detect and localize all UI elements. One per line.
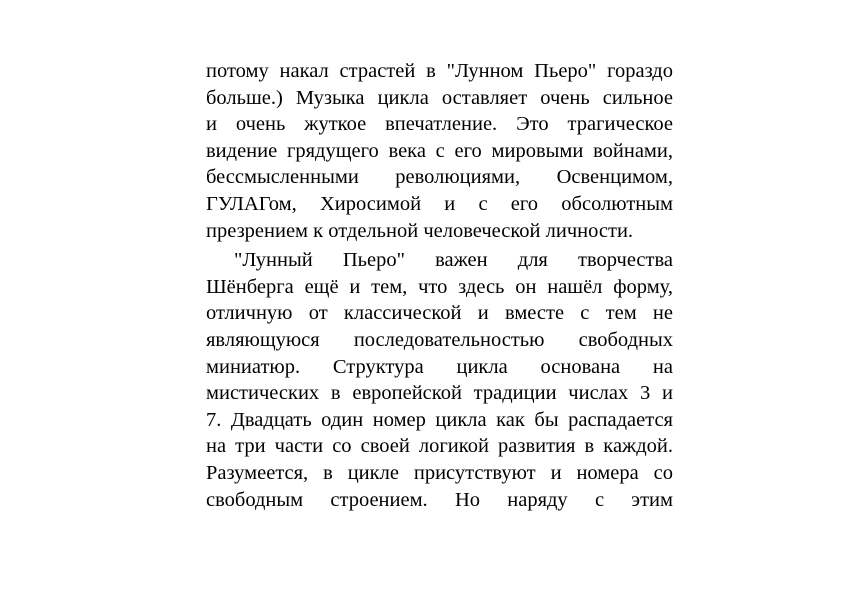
text-line: отличную от классической и вместе с тем не xyxy=(206,302,673,325)
text-line: миниатюр. Структура цикла основана на xyxy=(206,355,673,378)
text-column xyxy=(206,58,673,513)
text-line: ГУЛАГом, Хиросимой и с его обсолютным xyxy=(206,192,673,215)
text-line: мистических в европейской традиции числах 3 и xyxy=(206,382,673,405)
text-line: потому накал страстей в "Лунном Пьеро" гораздо xyxy=(206,60,673,82)
text-line: презрением к отдельной человеческой личности. xyxy=(206,219,634,242)
paragraph-1 xyxy=(206,58,673,244)
text-line: на три части со своей логикой развития в каждой. xyxy=(206,435,673,458)
text-line: больше.) Музыка цикла оставляет очень сильное xyxy=(206,86,673,109)
text-line: бессмысленными революциями, Освенцимом, xyxy=(206,166,673,189)
text-line: 7. Двадцать один номер цикла как бы распадается xyxy=(206,408,673,431)
text-line: "Лунный Пьеро" важен для творчества xyxy=(234,249,673,272)
text-line: и очень жуткое впечатление. Это трагическое xyxy=(206,113,673,136)
text-line: видение грядущего века с его мировыми войнами, xyxy=(206,139,673,162)
text-line: Разумеется, в цикле присутствуют и номера со xyxy=(206,461,673,484)
text-line: являющуюся последовательностью свободных xyxy=(206,328,673,351)
text-line: свободным строением. Но наряду с этим xyxy=(206,488,673,511)
paragraph-2 xyxy=(206,247,673,513)
text-line: Шёнберга ещё и тем, что здесь он нашёл форму, xyxy=(206,275,673,298)
